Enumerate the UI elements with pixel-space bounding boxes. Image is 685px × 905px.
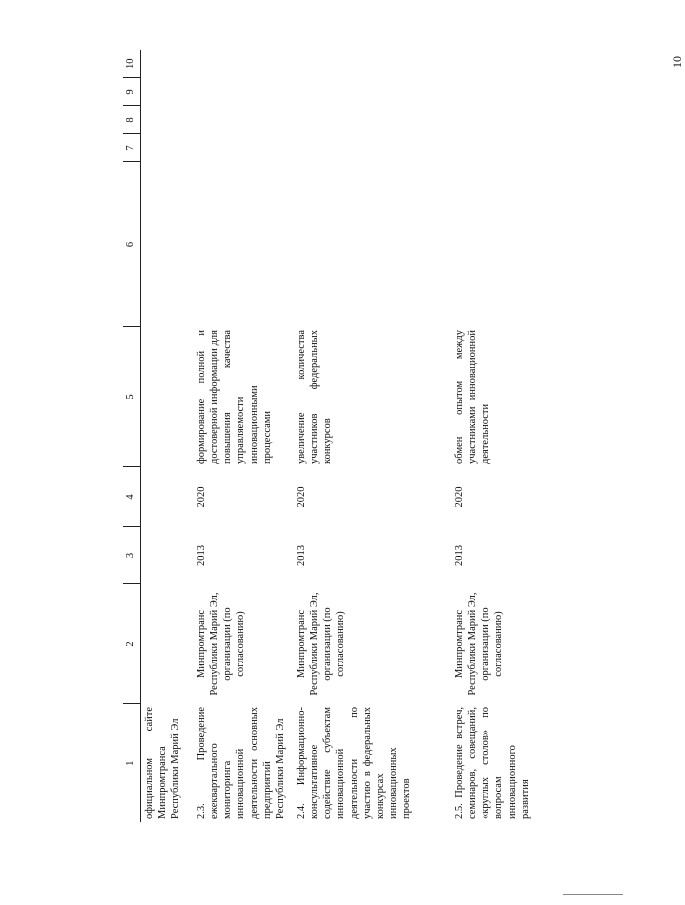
program-table [123,50,625,822]
cell-start-year [141,527,190,584]
table-row [289,50,447,822]
column-header: 10 [123,50,141,78]
cell-result: обмен опытом между участниками инновационной деятельности [454,330,492,464]
column-header: 3 [123,527,141,584]
cell-start-year: 2013 [196,545,207,566]
cell-result [141,327,190,467]
column-header: 1 [123,704,141,822]
cell-end-year: 2020 [454,486,465,508]
column-header: 8 [123,106,141,134]
column-header: 9 [123,78,141,106]
page-number: 10 [670,56,684,68]
cell-end-year [141,467,190,527]
cell-result: формирование полной и достоверной информации для повышения качества управляемости инновационными процессами [196,330,273,464]
table-row [447,50,625,822]
header-row [123,50,141,822]
cell-executor: Минпромтранс Республики Марий Эл, организации (по согласованию) [454,592,505,696]
table-row [189,50,289,822]
column-header: 6 [123,162,141,327]
cell-measure: 2.5. Проведение встреч, семинаров, совещаний, «круглых столов» по вопросам инновационного развития [454,707,531,819]
cell-measure: официальном сайте Минпромтранса Республики Марий Эл [144,707,182,819]
column-header: 2 [123,584,141,704]
column-header: 7 [123,134,141,162]
cell-executor: Минпромтранс Республики Марий Эл, организации (по согласованию) [296,592,347,696]
rotated-table-container [123,50,631,822]
cell-measure: 2.3. Проведение ежеквартального мониторинга инновационной деятельности основных предприятий Республики Марий Эл [196,707,286,819]
column-header: 5 [123,327,141,467]
cell-result: увеличение количества участников федеральных конкурсов [296,330,334,464]
cell-end-year: 2020 [296,486,307,508]
cell-executor: Минпромтранс Республики Марий Эл, организации (по согласованию) [196,592,247,696]
cell-start-year: 2013 [296,545,307,566]
cell-executor [141,584,190,704]
cell-start-year: 2013 [454,545,465,566]
table-row [141,50,190,822]
cell-measure: 2.4. Информационно-консультативное содействие субъектам инновационной деятельности по участию в федеральных конкурсах инновационных проектов [296,707,412,819]
cell-end-year: 2020 [196,486,207,508]
footer-line [563,894,623,895]
column-header: 4 [123,467,141,527]
